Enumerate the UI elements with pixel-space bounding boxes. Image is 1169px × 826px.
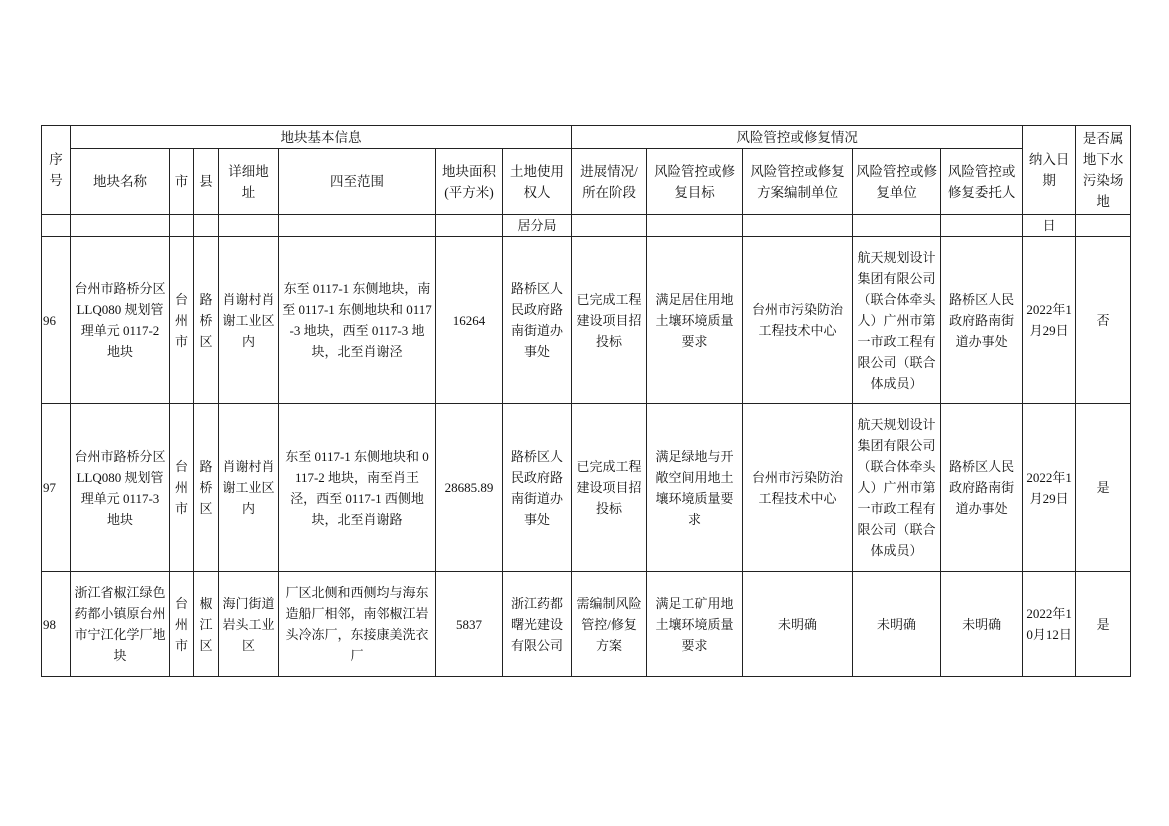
cell-county: 路桥区	[194, 404, 219, 572]
header-seq: 序号	[42, 126, 71, 215]
cell-bounds: 厂区北侧和西侧均与海东造船厂相邻，南邻椒江岩头冷冻厂，东接康美洗衣厂	[279, 572, 436, 677]
table-row	[42, 237, 1131, 404]
header-target: 风险管控或修复目标	[647, 149, 743, 215]
carryover-row	[42, 215, 1131, 237]
header-address: 详细地址	[219, 149, 279, 215]
cell-city: 台州市	[170, 572, 194, 677]
header-bounds: 四至范围	[279, 149, 436, 215]
carryover-date: 日	[1023, 215, 1076, 237]
cell-plan-unit: 台州市污染防治工程技术中心	[743, 404, 853, 572]
cell-name: 浙江省椒江绿色药都小镇原台州市宁江化学厂地块	[71, 572, 170, 677]
header-name: 地块名称	[71, 149, 170, 215]
header-groundwater: 是否属地下水污染场地	[1076, 126, 1131, 215]
contaminated-sites-table	[41, 125, 1131, 677]
header-progress: 进展情况/所在阶段	[572, 149, 647, 215]
carryover-owner: 居分局	[503, 215, 572, 237]
cell-owner: 路桥区人民政府路南街道办事处	[503, 237, 572, 404]
cell-groundwater: 是	[1076, 404, 1131, 572]
cell-exec-unit: 航天规划设计集团有限公司（联合体牵头人）广州市第一市政工程有限公司（联合体成员）	[853, 404, 941, 572]
cell-name: 台州市路桥分区 LLQ080 规划管理单元 0117-2 地块	[71, 237, 170, 404]
cell-address: 肖谢村肖谢工业区内	[219, 404, 279, 572]
table-row	[42, 572, 1131, 677]
header-owner: 土地使用权人	[503, 149, 572, 215]
cell-progress: 已完成工程建设项目招投标	[572, 237, 647, 404]
cell-client: 路桥区人民政府路南街道办事处	[941, 404, 1023, 572]
cell-county: 路桥区	[194, 237, 219, 404]
cell-city: 台州市	[170, 237, 194, 404]
cell-date: 2022年1月29日	[1023, 237, 1076, 404]
cell-client: 未明确	[941, 572, 1023, 677]
cell-plan-unit: 台州市污染防治工程技术中心	[743, 237, 853, 404]
cell-groundwater: 是	[1076, 572, 1131, 677]
cell-county: 椒江区	[194, 572, 219, 677]
header-row	[42, 149, 1131, 215]
cell-date: 2022年10月12日	[1023, 572, 1076, 677]
cell-address: 海门街道岩头工业区	[219, 572, 279, 677]
header-county: 县	[194, 149, 219, 215]
header-client: 风险管控或修复委托人	[941, 149, 1023, 215]
cell-target: 满足居住用地土壤环境质量要求	[647, 237, 743, 404]
header-group-basic: 地块基本信息	[71, 126, 572, 149]
header-group-risk: 风险管控或修复情况	[572, 126, 1023, 149]
cell-plan-unit: 未明确	[743, 572, 853, 677]
header-area: 地块面积(平方米)	[436, 149, 503, 215]
cell-exec-unit: 未明确	[853, 572, 941, 677]
header-city: 市	[170, 149, 194, 215]
cell-bounds: 东至 0117-1 东侧地块，南至 0117-1 东侧地块和 0117-3 地块，西至 0117-3 地块，北至肖谢泾	[279, 237, 436, 404]
cell-progress: 已完成工程建设项目招投标	[572, 404, 647, 572]
header-plan-unit: 风险管控或修复方案编制单位	[743, 149, 853, 215]
header-exec-unit: 风险管控或修复单位	[853, 149, 941, 215]
cell-owner: 路桥区人民政府路南街道办事处	[503, 404, 572, 572]
header-date: 纳入日期	[1023, 126, 1076, 215]
cell-seq: 98	[42, 572, 71, 677]
cell-groundwater: 否	[1076, 237, 1131, 404]
cell-seq: 96	[42, 237, 71, 404]
cell-city: 台州市	[170, 404, 194, 572]
cell-client: 路桥区人民政府路南街道办事处	[941, 237, 1023, 404]
cell-area: 5837	[436, 572, 503, 677]
cell-address: 肖谢村肖谢工业区内	[219, 237, 279, 404]
cell-area: 28685.89	[436, 404, 503, 572]
cell-name: 台州市路桥分区 LLQ080 规划管理单元 0117-3 地块	[71, 404, 170, 572]
cell-target: 满足工矿用地土壤环境质量要求	[647, 572, 743, 677]
header-group-row	[42, 126, 1131, 149]
cell-owner: 浙江药都曙光建设有限公司	[503, 572, 572, 677]
cell-target: 满足绿地与开敞空间用地土壤环境质量要求	[647, 404, 743, 572]
cell-seq: 97	[42, 404, 71, 572]
table-row	[42, 404, 1131, 572]
cell-area: 16264	[436, 237, 503, 404]
cell-date: 2022年1月29日	[1023, 404, 1076, 572]
cell-progress: 需编制风险管控/修复方案	[572, 572, 647, 677]
cell-exec-unit: 航天规划设计集团有限公司（联合体牵头人）广州市第一市政工程有限公司（联合体成员）	[853, 237, 941, 404]
cell-bounds: 东至 0117-1 东侧地块和 0117-2 地块，南至肖王泾，西至 0117-1 西侧地块，北至肖谢路	[279, 404, 436, 572]
